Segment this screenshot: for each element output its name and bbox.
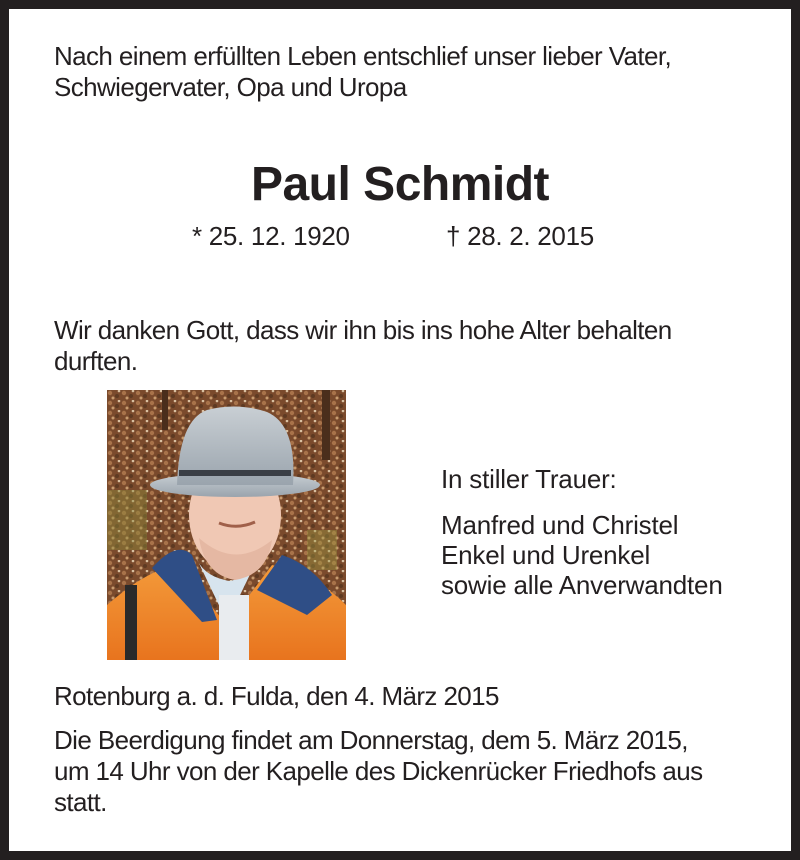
funeral-line: statt. xyxy=(54,787,107,817)
funeral-line: um 14 Uhr von der Kapelle des Dickenrücker Friedhofs aus xyxy=(54,756,703,786)
survivor-entry: Manfred und Christel xyxy=(441,510,679,540)
obituary-notice xyxy=(9,9,791,851)
intro-text xyxy=(54,41,671,103)
portrait-image xyxy=(107,390,346,660)
mourning-heading: In stiller Trauer: xyxy=(441,464,617,494)
portrait-photo xyxy=(107,390,346,660)
survivor-entry: Enkel und Urenkel xyxy=(441,540,651,570)
birth-date: * 25. 12. 1920 xyxy=(192,221,350,251)
thanks-line: durften. xyxy=(54,346,138,376)
place-date: Rotenburg a. d. Fulda, den 4. März 2015 xyxy=(54,681,499,711)
survivors-list xyxy=(441,510,723,600)
intro-line: Schwiegervater, Opa und Uropa xyxy=(54,72,407,102)
survivor-entry: sowie alle Anverwandten xyxy=(441,570,723,600)
funeral-line: Die Beerdigung findet am Donnerstag, dem 5. März 2015, xyxy=(54,725,688,755)
thanks-line: Wir danken Gott, dass wir ihn bis ins hohe Alter behalten xyxy=(54,315,672,345)
funeral-details xyxy=(54,725,703,818)
death-date: † 28. 2. 2015 xyxy=(446,221,594,251)
thanks-text xyxy=(54,315,672,377)
intro-line: Nach einem erfüllten Leben entschlief unser lieber Vater, xyxy=(54,41,672,71)
deceased-name: Paul Schmidt xyxy=(250,158,550,211)
